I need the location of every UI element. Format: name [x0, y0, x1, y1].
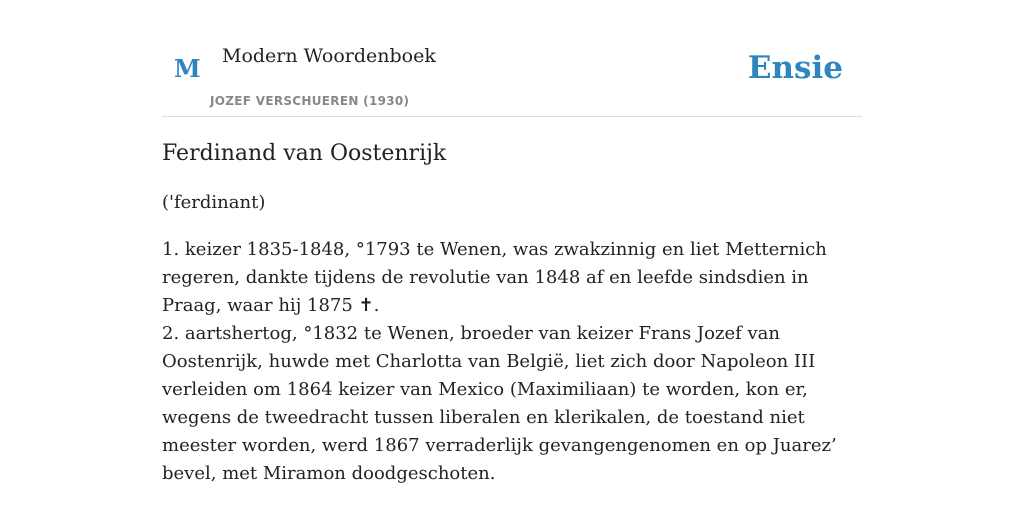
- definition-item: 2. aartshertog, °1832 te Wenen, broeder van keizer Frans Jozef van Oostenrijk, huwde met Charlotta van België, liet zich door Napoleon III verleiden om 1864 keizer van Mexico (Maximiliaan) te worden, kon er, wegens de tweedracht tussen liberalen en klerikalen, de toestand niet meester worden, werd 1867 verraderlijk gevangengenomen en op Juarez’ bevel, met Miramon doodgeschoten.: [162, 323, 837, 484]
- book-title-link[interactable]: Modern Woordenboek: [222, 45, 436, 67]
- entry-headword: Ferdinand van Oostenrijk: [162, 141, 447, 166]
- book-author: JOZEF VERSCHUEREN (1930): [210, 94, 410, 108]
- book-logo-icon[interactable]: M: [174, 54, 201, 83]
- definition-item: 1. keizer 1835-1848, °1793 te Wenen, was zwakzinnig en liet Metternich regeren, dankte tijdens de revolutie van 1848 af en leefde sindsdien in Praag, waar hij 1875 ✝.: [162, 239, 827, 316]
- entry-pronunciation: ('ferdinant): [162, 192, 266, 213]
- entry-content: [162, 138, 862, 488]
- ensie-logo-link[interactable]: Ensie: [747, 50, 843, 86]
- entry-definition: [162, 236, 862, 488]
- header: [162, 0, 862, 117]
